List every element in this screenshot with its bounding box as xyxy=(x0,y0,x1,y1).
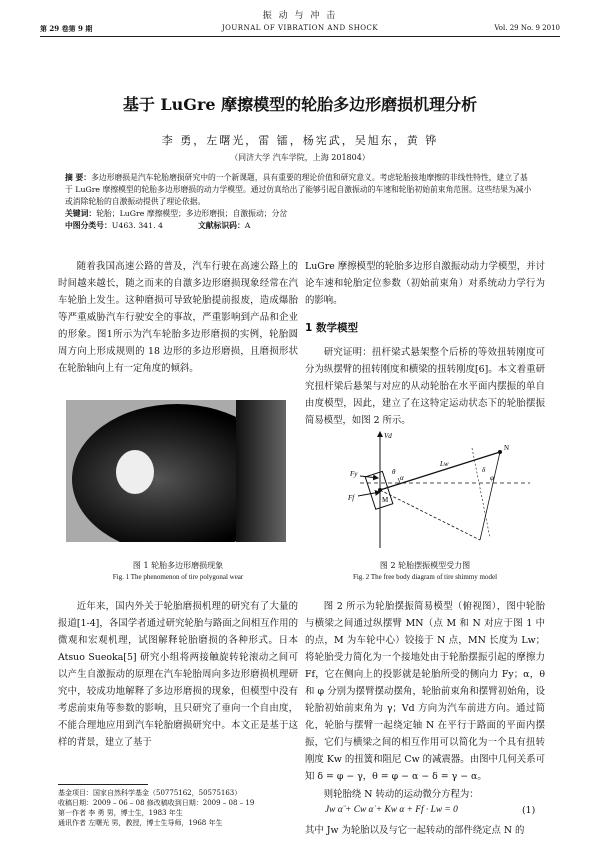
paper-title: 基于 LuGre 摩擦模型的轮胎多边形磨损机理分析 xyxy=(122,95,478,114)
point-n xyxy=(498,450,502,454)
footnote-block xyxy=(58,788,298,828)
footnote-fund: 基金项目：国家自然科学基金（50775162，50575163） xyxy=(58,789,242,797)
doc-code-label: 文献标识码： xyxy=(197,221,245,230)
label-theta: θ xyxy=(392,468,396,476)
abstract-label: 摘 要： xyxy=(65,173,92,182)
clc-label: 中图分类号： xyxy=(65,221,112,230)
projection-line xyxy=(380,490,480,540)
equation-number: (1) xyxy=(522,805,536,816)
ff-arrow xyxy=(358,492,380,496)
point-m xyxy=(378,488,382,492)
right-paragraph-1: LuGre 摩擦模型的轮胎多边形自激振动动力学模型，并讨论车速和轮胎定位参数（初始前束角）对系统动力学行为的影响。 xyxy=(305,261,545,306)
tire-wear-photo xyxy=(66,400,286,542)
journal-name-cn: 振 动 与 冲 击 xyxy=(262,11,338,21)
doc-code-value: A xyxy=(244,221,251,230)
fig2-caption-en: Fig. 2 The free body diagram of tire shimmy model xyxy=(352,573,498,581)
label-n: N xyxy=(504,444,510,452)
fig1-caption-cn: 图 1 轮胎多边形磨损现象 xyxy=(132,561,224,570)
fy-arrow xyxy=(360,476,378,478)
label-fy: Fy xyxy=(350,470,358,478)
left-paragraph-2: 近年来，国内外关于轮胎磨损机理的研究有了大量的报道[1-4]，各国学者通过研究轮胎与路面之间相互作用的微观和宏观机理，试图解释轮胎磨损的各种形式。日本 Atsuo Sueoka[5] 研究小组将两接触旋转轮滚动之间可以产生自激振动的原理在汽车轮胎周向多边形磨损机理研究中，较成功地解释了多边形磨损的现象，但模型中没有考虑前束角等参数的影响，且只研究了垂向一个自由度，不能合理地应用到汽车轮胎磨损研究中。本文正是基于这样的背景，建立了基于 xyxy=(58,601,298,748)
header-rule xyxy=(40,36,560,37)
shimmy-model-diagram xyxy=(340,428,540,553)
label-m: M xyxy=(382,496,389,504)
footnote-received: 收稿日期：2009 – 06 – 08 修改稿收到日期：2009 – 08 – 19 xyxy=(58,799,255,807)
volume-cn: 第 29 卷第 9 期 xyxy=(40,24,93,33)
journal-name-en: JOURNAL OF VIBRATION AND SHOCK xyxy=(221,24,379,32)
keywords-label: 关键词： xyxy=(65,209,97,218)
footnote-corresponding-author: 通讯作者 左曙光 男，教授，博士生导师，1968 年生 xyxy=(58,819,223,827)
equation-1: Jw α̈ + Cw α̇ + Kw α + Ff · Lw = 0 xyxy=(325,805,458,815)
angle-guide-line xyxy=(472,448,490,538)
abstract-block xyxy=(65,172,535,232)
right-paragraph-3: 图 2 所示为轮胎摆振简易模型（俯视图），图中轮胎与横梁之间通过纵摆臂 MN（点 M 和 N 对应于图 1 中的点，M 为车轮中心）铰接于 N 点，MN 长度为 Lw；将轮胎受力简化为一个接地处由于轮胎摆振引起的摩擦力 Ff，它在侧向上的投影就是轮胎所受的侧向力 Fy；α，θ 和 φ 分别为摆臂摆动摆角，轮胎前束角和摆臂初始角，设轮胎初始前束角为 γ；Vd 方向为汽车前进方向。通过简化，轮胎与摆臂一起绕定轴 N 在平行于路面的平面内摆振，它们与横梁之间的相互作用可以简化为一个具有扭转刚度 Kw 的扭簧和阻尼 Cw 的减震器。由图中几何关系可知 δ = φ − γ，θ = φ − α − δ = γ − α。 xyxy=(305,601,545,782)
footnote-first-author: 第一作者 李 勇 男，博士生，1983 年生 xyxy=(58,809,183,817)
fig1-caption-en: Fig. 1 The phenomenon of tire polygonal wear xyxy=(112,573,244,581)
clc-value: U463. 341. 4 xyxy=(111,221,163,230)
right-paragraph-5: 其中 Jw 为轮胎以及与它一起转动的部件绕定点 N 的 xyxy=(305,825,525,836)
affiliation: （同济大学 汽车学院，上海 201804） xyxy=(230,153,370,162)
footnote-rule xyxy=(58,784,148,785)
author-list: 李 勇，左曙光，雷 镭，杨宪武，吴旭东，黄 铧 xyxy=(161,134,439,147)
section-heading: 1 数学模型 xyxy=(305,322,358,334)
label-phi: φ xyxy=(490,474,494,482)
volume-en: Vol. 29 No. 9 2010 xyxy=(494,24,560,32)
right-paragraph-4: 则轮胎绕 N 转动的运动微分方程为： xyxy=(323,789,479,800)
label-lw: Lw xyxy=(440,460,449,468)
right-paragraph-2: 研究证明：扭杆梁式悬架整个后桥的等效扭转刚度可分为纵摆臂的扭转刚度和横梁的扭转刚度[6]。本文着重研究扭杆梁后悬架与对应的从动轮胎在水平面内摆振的单自由度模型，因此，建立了在这特定运动状态下的轮胎摆振简易模型，如图 2 所示。 xyxy=(305,347,545,426)
label-vd: Vd xyxy=(384,432,392,440)
label-alpha: α xyxy=(400,474,404,482)
label-delta: δ xyxy=(482,466,486,474)
keywords-text: 轮胎；LuGre 摩擦模型；多边形磨损；自激振动；分岔 xyxy=(96,209,288,218)
fig2-caption-cn: 图 2 轮胎摆振模型受力图 xyxy=(379,561,471,570)
label-ff: Ff xyxy=(348,494,355,502)
left-paragraph-1: 随着我国高速公路的普及，汽车行驶在高速公路上的时间越来越长，随之而来的自激多边形磨损现象经常在汽车轮胎上发生。这种磨损可导致轮胎提前报废，造成爆胎等严重威胁汽车行驶安全的事故，严重影响到产品和企业的形象。图1所示为汽车轮胎多边形磨损的实例，轮胎圆周方向上形成规则的 18 边形的多边形磨损，且磨损形状在轮胎轴向上有一定角度的倾斜。 xyxy=(58,261,298,374)
abstract-text: 多边形磨损是汽车轮胎磨损研究中的一个新课题，具有重要的理论价值和研究意义。考虑轮胎接地摩擦的非线性特性，建立了基于 LuGre 摩擦模型的轮胎多边形磨损的动力学模型。通过仿真给出了能够引起自激振动的车速和轮胎初始前束角范围。这些结果为减小或消除轮胎的自激振动提供了理论依据。 xyxy=(65,173,532,206)
